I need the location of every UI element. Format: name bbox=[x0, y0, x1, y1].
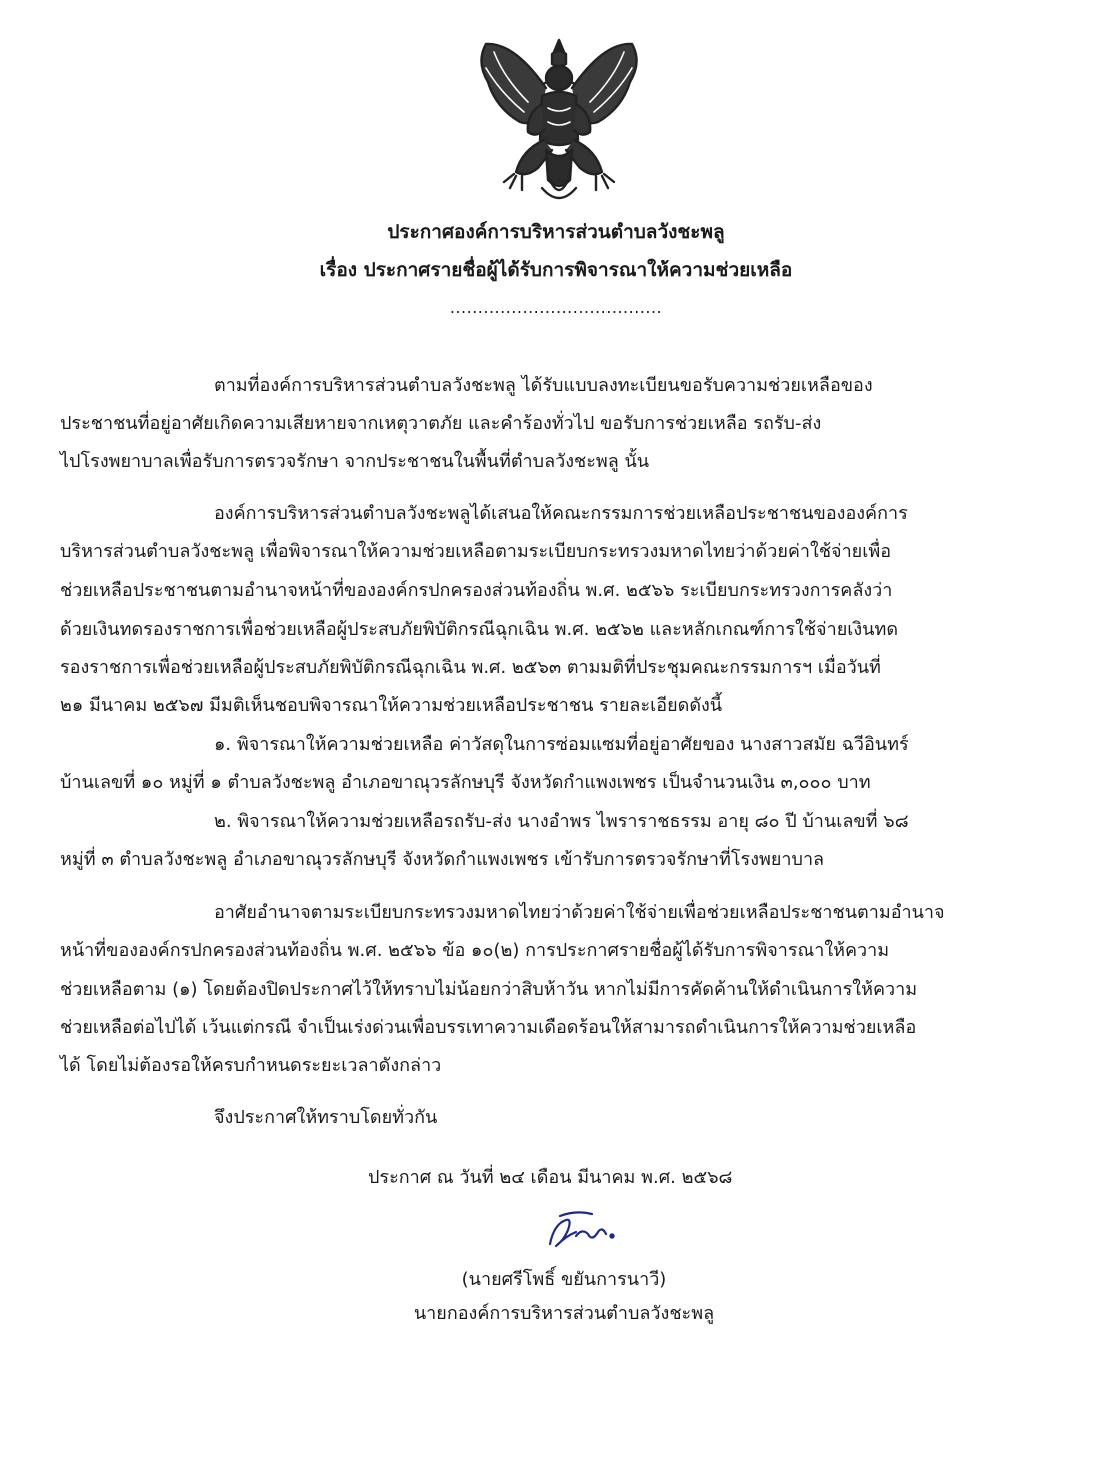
paragraph-line: ตามที่องค์การบริหารส่วนตำบลวังชะพลู ได้รับแบบลงทะเบียนขอรับความช่วยเหลือของ bbox=[214, 375, 873, 396]
paragraph-line: องค์การบริหารส่วนตำบลวังชะพลูได้เสนอให้คณะกรรมการช่วยเหลือประชาชนขององค์การ bbox=[214, 503, 908, 524]
signer-position: นายกองค์การบริหารส่วนตำบลวังชะพลู bbox=[413, 1303, 715, 1324]
paragraph-line: ช่วยเหลือต่อไปได้ เว้นแต่กรณี จำเป็นเร่งด่วนเพื่อบรรเทาความเดือดร้อนให้สามารถดำเนินการให้ความช่วยเหลือ bbox=[60, 1017, 917, 1038]
paragraph-line: บริหารส่วนตำบลวังชะพลู เพื่อพิจารณาให้ความช่วยเหลือตามระเบียบกระทรวงมหาดไทยว่าด้วยค่าใช้จ่ายเพื่อ bbox=[60, 541, 892, 562]
list-item: ๑. พิจารณาให้ความช่วยเหลือ ค่าวัสดุในการซ่อมแซมที่อยู่อาศัยของ นางสาวสมัย ฉวีอินทร์ bbox=[214, 734, 909, 755]
paragraph-line: ช่วยเหลือประชาชนตามอำนาจหน้าที่ขององค์กรปกครองส่วนท้องถิ่น พ.ศ. ๒๕๖๖ ระเบียบกระทรวงการคลังว่า bbox=[60, 580, 893, 601]
list-item: บ้านเลขที่ ๑๐ หมู่ที่ ๑ ตำบลวังชะพลู อำเภอขาณุวรลักษบุรี จังหวัดกำแพงเพชร เป็นจำนวนเงิน ๓,๐๐๐ บาท bbox=[60, 772, 871, 793]
closing-statement: จึงประกาศให้ทราบโดยทั่วกัน bbox=[214, 1107, 438, 1128]
announcement-date: ประกาศ ณ วันที่ ๒๔ เดือน มีนาคม พ.ศ. ๒๕๖๘ bbox=[368, 1167, 733, 1188]
list-item: ๒. พิจารณาให้ความช่วยเหลือรถรับ-ส่ง นางอำพร ไพราราชธรรม อายุ ๘๐ ปี บ้านเลขที่ ๖๘ bbox=[214, 811, 909, 832]
paragraph-line: รองราชการเพื่อช่วยเหลือผู้ประสบภัยพิบัติกรณีฉุกเฉิน พ.ศ. ๒๕๖๓ ตามมติที่ประชุมคณะกรรมการฯ เมื่อวันที่ bbox=[60, 657, 881, 678]
paragraph-line: ได้ โดยไม่ต้องรอให้ครบกำหนดระยะเวลาดังกล่าว bbox=[60, 1055, 442, 1076]
paragraph-line: ช่วยเหลือตาม (๑) โดยต้องปิดประกาศไว้ให้ทราบไม่น้อยกว่าสิบห้าวัน หากไม่มีการคัดค้านให้ดำเนินการให้ความ bbox=[60, 979, 918, 1000]
paragraph-line: ไปโรงพยาบาลเพื่อรับการตรวจรักษา จากประชาชนในพื้นที่ตำบลวังชะพลู นั้น bbox=[60, 451, 650, 472]
signer-name: (นายศรีโพธิ์ ขยันการนาวี) bbox=[461, 1269, 667, 1290]
garuda-emblem-icon bbox=[466, 22, 652, 210]
handwritten-signature bbox=[536, 1206, 626, 1256]
paragraph-line: ประชาชนที่อยู่อาศัยเกิดความเสียหายจากเหตุวาตภัย และคำร้องทั่วไป ขอรับการช่วยเหลือ รถรับ-ส่ง bbox=[60, 413, 822, 434]
paragraph-line: อาศัยอำนาจตามระเบียบกระทรวงมหาดไทยว่าด้วยค่าใช้จ่ายเพื่อช่วยเหลือประชาชนตามอำนาจ bbox=[214, 902, 945, 923]
announcement-subject: เรื่อง ประกาศรายชื่อผู้ได้รับการพิจารณาให้ความช่วยเหลือ bbox=[319, 259, 793, 281]
announcement-title: ประกาศองค์การบริหารส่วนตำบลวังชะพลู bbox=[387, 221, 725, 243]
list-item: หมู่ที่ ๓ ตำบลวังชะพลู อำเภอขาณุวรลักษบุรี จังหวัดกำแพงเพชร เข้ารับการตรวจรักษาที่โรงพยาบาล bbox=[60, 849, 825, 870]
paragraph-line: ด้วยเงินทดรองราชการเพื่อช่วยเหลือผู้ประสบภัยพิบัติกรณีฉุกเฉิน พ.ศ. ๒๕๖๒ และหลักเกณฑ์การใช้จ่ายเงินทด bbox=[60, 619, 899, 640]
title-separator: ...................................... bbox=[449, 298, 663, 317]
paragraph-line: หน้าที่ขององค์กรปกครองส่วนท้องถิ่น พ.ศ. ๒๕๖๖ ข้อ ๑๐(๒) การประกาศรายชื่อผู้ได้รับการพิจารณาให้ความ bbox=[60, 940, 890, 961]
paragraph-line: ๒๑ มีนาคม ๒๕๖๗ มีมติเห็นชอบพิจารณาให้ความช่วยเหลือประชาชน รายละเอียดดังนี้ bbox=[60, 695, 723, 716]
